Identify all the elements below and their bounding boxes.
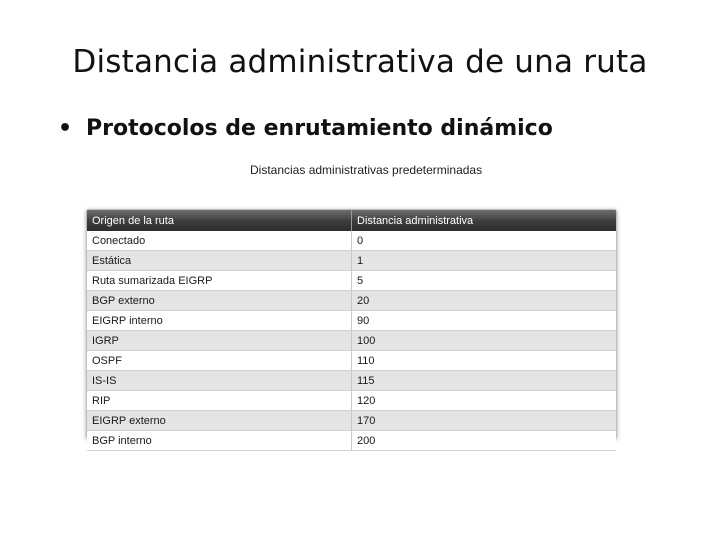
route-origin-cell: RIP [87, 391, 352, 411]
route-origin-cell: EIGRP interno [87, 311, 352, 331]
header-route-origin: Origen de la ruta [87, 210, 352, 231]
table-row [87, 311, 616, 331]
route-origin-cell: BGP interno [87, 431, 352, 451]
admin-distance-cell: 110 [352, 351, 617, 371]
admin-distance-cell: 90 [352, 311, 617, 331]
table-row [87, 231, 616, 251]
admin-distance-cell: 20 [352, 291, 617, 311]
route-origin-cell: IGRP [87, 331, 352, 351]
slide-title: Distancia administrativa de una ruta [72, 44, 648, 80]
table-header-row [87, 210, 616, 231]
route-origin-cell: Estática [87, 251, 352, 271]
table-row [87, 391, 616, 411]
administrative-distance-table [87, 210, 616, 451]
table-row [87, 291, 616, 311]
header-admin-distance: Distancia administrativa [352, 210, 617, 231]
admin-distance-cell: 115 [352, 371, 617, 391]
bullet-symbol: • [58, 116, 73, 141]
admin-distance-cell: 5 [352, 271, 617, 291]
table-row [87, 371, 616, 391]
admin-distance-cell: 170 [352, 411, 617, 431]
route-origin-cell: Conectado [87, 231, 352, 251]
distance-table-container [86, 209, 617, 447]
admin-distance-cell: 1 [352, 251, 617, 271]
table-row [87, 331, 616, 351]
route-origin-cell: IS-IS [87, 371, 352, 391]
table-caption: Distancias administrativas predeterminadas [250, 163, 483, 177]
admin-distance-cell: 120 [352, 391, 617, 411]
admin-distance-cell: 0 [352, 231, 617, 251]
route-origin-cell: EIGRP externo [87, 411, 352, 431]
table-row [87, 411, 616, 431]
admin-distance-cell: 100 [352, 331, 617, 351]
table-row [87, 431, 616, 451]
table-row [87, 271, 616, 291]
route-origin-cell: BGP externo [87, 291, 352, 311]
table-row [87, 351, 616, 371]
route-origin-cell: OSPF [87, 351, 352, 371]
table-row [87, 251, 616, 271]
route-origin-cell: Ruta sumarizada EIGRP [87, 271, 352, 291]
admin-distance-cell: 200 [352, 431, 617, 451]
bullet-item [58, 116, 553, 141]
bullet-text: Protocolos de enrutamiento dinámico [86, 116, 553, 141]
